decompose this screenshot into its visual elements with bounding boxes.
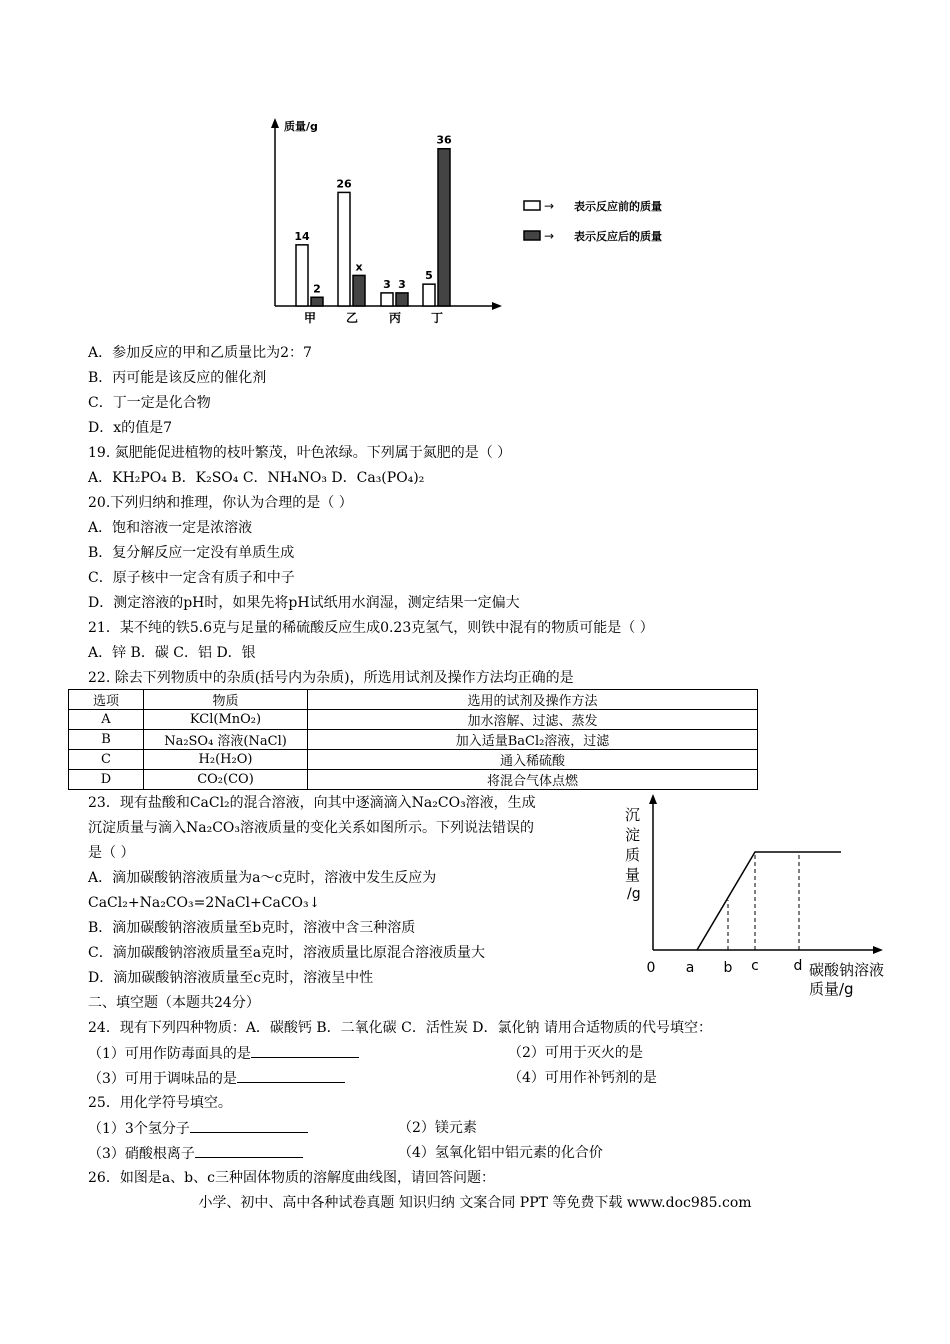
- x-tick-b: b: [723, 960, 733, 976]
- x-axis-arrow: [873, 946, 883, 954]
- page-footer: 小学、初中、高中各种试卷真题 知识归纳 文案合同 PPT 等免费下载 www.doc985.com: [198, 1195, 752, 1211]
- bar-label-before-丙: 3: [383, 277, 391, 291]
- q24-item-3-text: （3）可用于调味品的是: [88, 1071, 237, 1087]
- q25-item-3: [88, 1143, 303, 1164]
- table-header: 选项: [69, 690, 144, 710]
- legend-before-arrow: →: [544, 199, 555, 213]
- legend-after-swatch: [524, 231, 540, 240]
- legend-before-swatch: [524, 201, 540, 210]
- q24-item-4: （4）可用作补钙剂的是: [508, 1070, 657, 1086]
- q23-line-1: 23．现有盐酸和CaCl₂的混合溶液，向其中逐滴滴入Na₂CO₃溶液，生成: [88, 795, 536, 811]
- q25-item-4: （4）氢氧化铝中铝元素的化合价: [398, 1145, 603, 1161]
- answer-blank[interactable]: [237, 1068, 345, 1083]
- q24-item-3: [88, 1068, 345, 1089]
- q25-item-1: [88, 1118, 308, 1139]
- table-cell: KCl(MnO₂): [144, 710, 308, 730]
- mass-bar-chart: [0, 110, 950, 440]
- q24-item-2: （2）可用于灭火的是: [508, 1045, 643, 1061]
- table-header: 选用的试剂及操作方法: [308, 690, 758, 710]
- x-tick-c: c: [751, 958, 759, 974]
- table-row: [69, 750, 758, 770]
- table-header: 物质: [144, 690, 308, 710]
- x-tick-0: 0: [646, 960, 656, 976]
- bar-x-axis-arrow: [492, 302, 502, 310]
- bar-label-before-甲: 14: [294, 229, 310, 243]
- y-axis-label-4: 量: [625, 866, 641, 884]
- bar-y-axis-arrow: [271, 118, 279, 128]
- q20-stem: 20.下列归纳和推理，你认为合理的是（ ）: [88, 495, 353, 511]
- bar-legend: [524, 199, 662, 243]
- q24-item-1-text: （1）可用作防毒面具的是: [88, 1046, 251, 1062]
- bar-before-丁: [423, 284, 435, 306]
- q20-option-d: D．测定溶液的pH时，如果先将pH试纸用水润湿，测定结果一定偏大: [88, 595, 520, 611]
- bar-after-乙: [353, 275, 365, 306]
- answer-blank[interactable]: [195, 1143, 303, 1158]
- bar-after-甲: [311, 297, 323, 306]
- table-header-row: [69, 690, 758, 710]
- q23-line-2: 沉淀质量与滴入Na₂CO₃溶液质量的变化关系如图所示。下列说法错误的: [88, 820, 535, 836]
- table-cell: Na₂SO₄ 溶液(NaCl): [144, 730, 308, 750]
- table-cell: 加入适量BaCl₂溶液，过滤: [308, 730, 758, 750]
- table-row: [69, 710, 758, 730]
- bar-after-丙: [396, 293, 408, 306]
- bar-after-丁: [438, 149, 450, 306]
- q23-equation: CaCl₂+Na₂CO₃=2NaCl+CaCO₃↓: [88, 895, 321, 911]
- q25-stem: 25．用化学符号填空。: [88, 1095, 232, 1111]
- bar-category-丁: 丁: [430, 311, 444, 325]
- q25-item-2: （2）镁元素: [398, 1120, 477, 1136]
- bar-chart-ylabel: 质量/g: [284, 120, 318, 133]
- q18-option-c: C．丁一定是化合物: [88, 395, 211, 411]
- table-cell: 将混合气体点燃: [308, 770, 758, 790]
- bar-category-丙: 丙: [388, 311, 402, 325]
- q23-option-b: B．滴加碳酸钠溶液质量至b克时，溶液中含三种溶质: [88, 920, 416, 936]
- bar-category-甲: 甲: [303, 311, 317, 325]
- q18-option-b: B．丙可能是该反应的催化剂: [88, 370, 267, 386]
- y-axis-label-2: 淀: [625, 826, 641, 844]
- x-tick-a: a: [685, 960, 695, 976]
- q26-stem: 26．如图是a、b、c三种固体物质的溶解度曲线图，请回答问题：: [88, 1170, 495, 1186]
- section-2-heading: 二、填空题（本题共24分）: [88, 995, 260, 1011]
- q18-option-a: A．参加反应的甲和乙质量比为2：7: [88, 345, 312, 361]
- table-row: [69, 770, 758, 790]
- bar-label-after-甲: 2: [313, 282, 321, 296]
- bar-label-before-乙: 26: [336, 177, 352, 191]
- q20-option-a: A．饱和溶液一定是浓溶液: [88, 520, 253, 536]
- legend-after-label: 表示反应后的质量: [574, 230, 662, 243]
- answer-blank[interactable]: [190, 1118, 308, 1133]
- y-axis-arrow: [649, 794, 657, 804]
- q20-option-c: C．原子核中一定含有质子和中子: [88, 570, 295, 586]
- x-axis-label-1: 碳酸钠溶液: [809, 961, 885, 979]
- bar-before-甲: [296, 245, 308, 306]
- q25-item-3-text: （3）硝酸根离子: [88, 1146, 195, 1162]
- table-cell: H₂(H₂O): [144, 750, 308, 770]
- table-cell: 通入稀硫酸: [308, 750, 758, 770]
- precipitate-curve: [697, 852, 841, 950]
- table-cell: 加水溶解、过滤、蒸发: [308, 710, 758, 730]
- q25-item-1-text: （1）3个氢分子: [88, 1121, 190, 1137]
- bar-label-after-丙: 3: [398, 277, 406, 291]
- q24-item-1: [88, 1043, 359, 1064]
- table-cell: D: [69, 770, 144, 790]
- x-tick-d: d: [793, 958, 803, 974]
- q24-stem: 24．现有下列四种物质：A．碳酸钙 B．二氧化碳 C．活性炭 D．氯化钠 请用合适物质的代号填空：: [88, 1020, 712, 1036]
- table-cell: A: [69, 710, 144, 730]
- q23-option-a: A．滴加碳酸钠溶液质量为a～c克时，溶液中发生反应为: [88, 870, 437, 886]
- q22-stem: 22. 除去下列物质中的杂质(括号内为杂质)，所选用试剂及操作方法均正确的是: [88, 670, 574, 686]
- legend-after-arrow: →: [544, 229, 555, 243]
- q23-line-3: 是（ ）: [88, 845, 135, 861]
- q23-option-d: D．滴加碳酸钠溶液质量至c克时，溶液呈中性: [88, 970, 374, 986]
- table-cell: B: [69, 730, 144, 750]
- table-cell: C: [69, 750, 144, 770]
- y-axis-label-5: /g: [627, 886, 641, 902]
- bar-category-乙: 乙: [345, 311, 359, 325]
- table-row: [69, 730, 758, 750]
- y-axis-label-1: 沉: [625, 806, 641, 824]
- bar-label-after-丁: 36: [436, 133, 452, 147]
- table-cell: CO₂(CO): [144, 770, 308, 790]
- bar-before-丙: [381, 293, 393, 306]
- legend-before-label: 表示反应前的质量: [574, 200, 662, 213]
- precipitate-chart: [615, 790, 915, 1010]
- bar-before-乙: [338, 192, 350, 306]
- q20-option-b: B．复分解反应一定没有单质生成: [88, 545, 295, 561]
- q21-options: A．锌 B．碳 C．铝 D．银: [88, 645, 256, 661]
- q22-table: [68, 689, 758, 790]
- bar-label-before-丁: 5: [425, 269, 433, 283]
- q23-option-c: C．滴加碳酸钠溶液质量至a克时，溶液质量比原混合溶液质量大: [88, 945, 486, 961]
- bar-label-after-乙: x: [355, 260, 363, 274]
- q18-option-d: D．x的值是7: [88, 420, 173, 436]
- q19-stem: 19. 氮肥能促进植物的枝叶繁茂，叶色浓绿。下列属于氮肥的是（ ）: [88, 445, 512, 461]
- q19-options: A．KH₂PO₄ B．K₂SO₄ C．NH₄NO₃ D．Ca₃(PO₄)₂: [88, 470, 425, 486]
- y-axis-label-3: 质: [625, 846, 641, 864]
- answer-blank[interactable]: [251, 1043, 359, 1058]
- x-axis-label-2: 质量/g: [809, 980, 854, 998]
- q21-stem: 21．某不纯的铁5.6克与足量的稀硫酸反应生成0.23克氢气，则铁中混有的物质可能是（ ）: [88, 620, 654, 636]
